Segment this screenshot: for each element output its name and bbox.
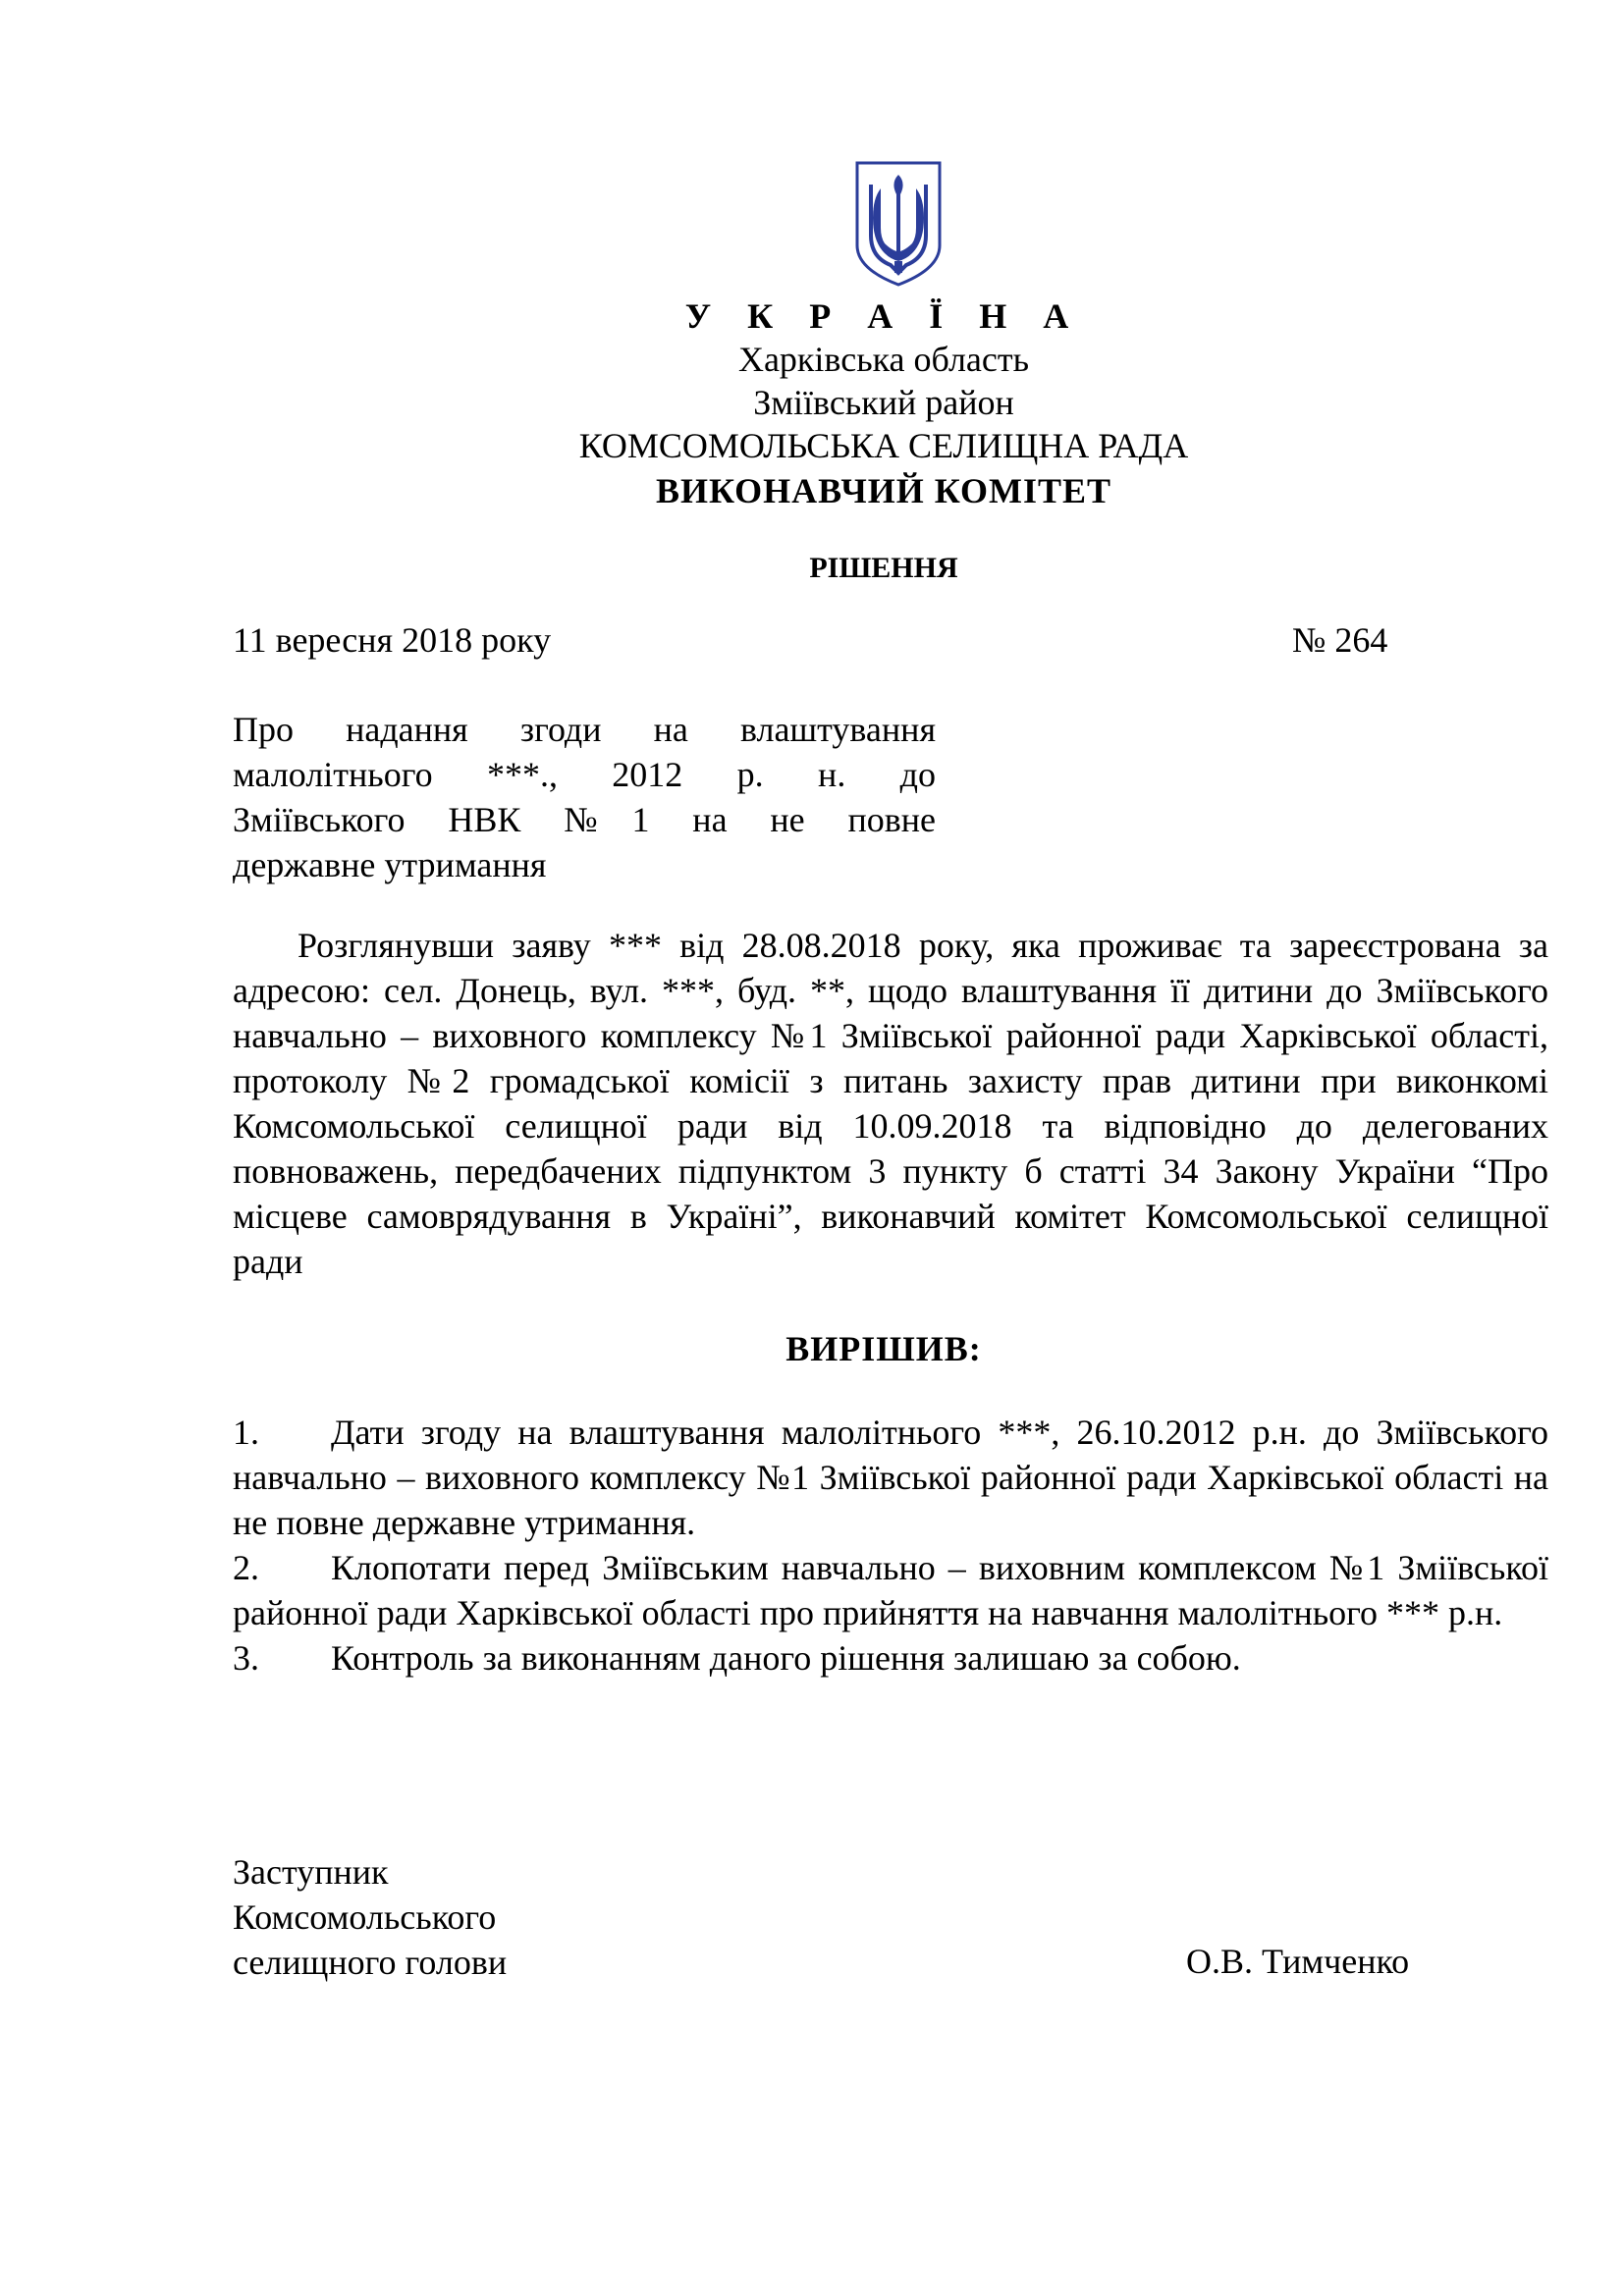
resolution-item [233, 1545, 1548, 1635]
item-number: 2. [233, 1548, 259, 1587]
signature-title-line: селищного голови [233, 1943, 508, 1982]
subject-line: Про надання згоди на влаштування [233, 710, 936, 749]
subject-line: Зміївського НВК №1 на не повне [233, 800, 936, 839]
decision-date: 11 вересня 2018 року [233, 620, 552, 660]
resolution-items [233, 1410, 1548, 1681]
signature-title-line: Комсомольського [233, 1897, 497, 1937]
signature-title-line: Заступник [233, 1852, 389, 1892]
item-text: Дати згоду на влаштування малолітнього ***, 26.10.2012 р.н. до Зміївського навчально – виховного комплексу №1 Зміївської районної ради Харківської області на не повне державне утримання. [233, 1413, 1548, 1542]
item-text: Клопотати перед Зміївським навчально – виховним комплексом №1 Зміївської районної ради Харківської області про прийняття на навчання малолітнього *** р.н. [233, 1548, 1548, 1632]
decision-number: № 264 [1292, 620, 1388, 660]
committee-name: ВИКОНАВЧИЙ КОМІТЕТ [655, 471, 1112, 510]
item-number: 1. [233, 1413, 259, 1452]
item-number: 3. [233, 1638, 259, 1678]
subject-line: державне утримання [233, 845, 547, 884]
ukraine-trident-coat-of-arms-icon [851, 159, 946, 289]
raion-name: Зміївський район [753, 383, 1014, 422]
subject-line: малолітнього ***., 2012 р. н. до [233, 755, 936, 794]
resolution-item [233, 1410, 1548, 1545]
oblast-name: Харківська область [737, 340, 1030, 379]
preamble-paragraph [233, 923, 1548, 1284]
decision-subject [233, 707, 936, 887]
country-title: У К Р А Ї Н А [684, 296, 1083, 336]
signer-name: О.В. Тимченко [1186, 1942, 1410, 1981]
item-text: Контроль за виконанням даного рішення залишаю за собою. [331, 1638, 1241, 1678]
council-name: КОМСОМОЛЬСЬКА СЕЛИЩНА РАДА [578, 426, 1189, 465]
preamble-text: Розглянувши заяву *** від 28.08.2018 року, яка проживає та зареєстрована за адресою: сел. Донець, вул. ***, буд. **, щодо влаштування її дитини до Зміївського навчально – виховного комплексу №1 Зміївської районної ради Харківської області, протоколу №2 громадської комісії з питань захисту прав дитини при виконкомі Комсомольської селищної ради від 10.09.2018 та відповідно до делегованих повноважень, передбачених підпунктом 3 пункту б статті 34 Закону України “Про місцеве самоврядування в Україні”, виконавчий комітет Комсомольської селищної ради [233, 926, 1548, 1281]
decision-label: РІШЕННЯ [809, 552, 958, 584]
signature-block [233, 1849, 507, 1985]
resolution-item [233, 1635, 1548, 1681]
resolved-heading: ВИРІШИВ: [785, 1329, 982, 1368]
